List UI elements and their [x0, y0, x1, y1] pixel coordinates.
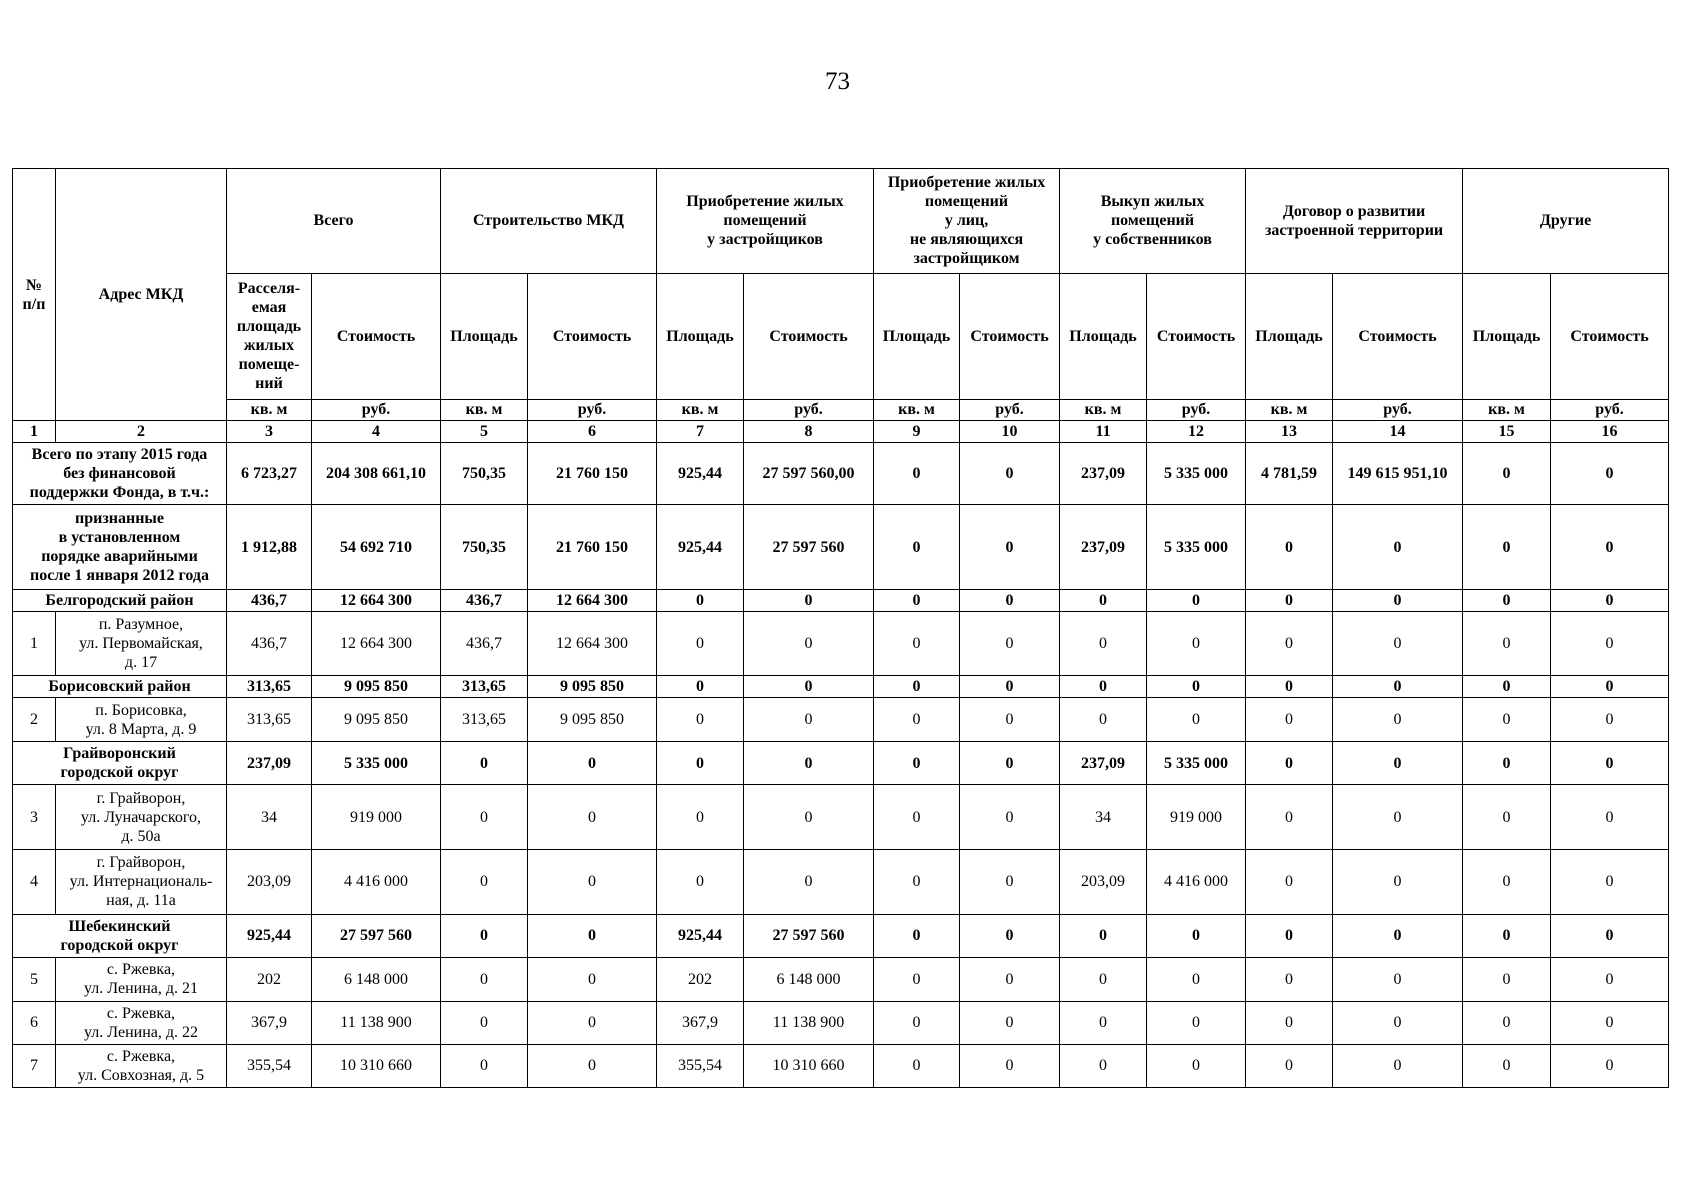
area-cell: 750,35: [441, 442, 528, 504]
area-cell: 0: [874, 1001, 960, 1044]
area-cell: 0: [874, 742, 960, 785]
row-address: п. Борисовка, ул. 8 Марта, д. 9: [56, 697, 227, 741]
area-cell: 237,09: [1060, 442, 1147, 504]
header-cost: Стоимость: [960, 273, 1060, 399]
column-number: 4: [312, 421, 441, 443]
area-cell: 0: [657, 590, 744, 612]
area-cell: 0: [1060, 590, 1147, 612]
cost-cell: 27 597 560,00: [744, 442, 874, 504]
cost-cell: 6 148 000: [744, 957, 874, 1001]
header-row-columns: [13, 273, 1669, 399]
area-cell: 0: [1060, 957, 1147, 1001]
header-cost: Стоимость: [1333, 273, 1463, 399]
header-area: Площадь: [657, 273, 744, 399]
area-cell: 0: [1246, 742, 1333, 785]
cost-cell: 0: [960, 590, 1060, 612]
unit-cost: руб.: [528, 399, 657, 421]
area-cell: 0: [1463, 914, 1551, 957]
area-cell: 313,65: [227, 676, 312, 698]
area-cell: 0: [874, 849, 960, 914]
cost-cell: 6 148 000: [312, 957, 441, 1001]
cost-cell: 919 000: [312, 785, 441, 850]
unit-area: кв. м: [874, 399, 960, 421]
header-row-numbers: [13, 421, 1669, 443]
cost-cell: 54 692 710: [312, 505, 441, 590]
unit-area: кв. м: [657, 399, 744, 421]
area-cell: 0: [874, 676, 960, 698]
cost-cell: 27 597 560: [744, 914, 874, 957]
area-cell: 0: [441, 742, 528, 785]
area-cell: 0: [1463, 785, 1551, 850]
area-cell: 436,7: [227, 590, 312, 612]
area-cell: 0: [1463, 442, 1551, 504]
cost-cell: 0: [1551, 676, 1669, 698]
area-cell: 0: [1463, 505, 1551, 590]
area-cell: 0: [441, 1001, 528, 1044]
cost-cell: 0: [1333, 1001, 1463, 1044]
cost-cell: 5 335 000: [1147, 505, 1246, 590]
area-cell: 925,44: [227, 914, 312, 957]
cost-cell: 204 308 661,10: [312, 442, 441, 504]
table-row: [13, 1044, 1669, 1087]
cost-cell: 0: [1333, 697, 1463, 741]
unit-cost: руб.: [1551, 399, 1669, 421]
column-number: 14: [1333, 421, 1463, 443]
header-cost: Стоимость: [1551, 273, 1669, 399]
cost-cell: 12 664 300: [528, 590, 657, 612]
cost-cell: 0: [1551, 611, 1669, 676]
cost-cell: 0: [744, 742, 874, 785]
column-number: 11: [1060, 421, 1147, 443]
cost-cell: 0: [528, 1044, 657, 1087]
row-number: 1: [13, 611, 56, 676]
unit-cost: руб.: [312, 399, 441, 421]
area-cell: 0: [874, 611, 960, 676]
area-cell: 925,44: [657, 505, 744, 590]
header-num: № п/п: [13, 169, 56, 421]
area-cell: 203,09: [227, 849, 312, 914]
unit-cost: руб.: [744, 399, 874, 421]
area-cell: 0: [1060, 676, 1147, 698]
area-cell: 0: [1463, 590, 1551, 612]
area-cell: 0: [1246, 590, 1333, 612]
cost-cell: 0: [960, 611, 1060, 676]
area-cell: 0: [1246, 957, 1333, 1001]
cost-cell: 5 335 000: [312, 742, 441, 785]
area-cell: 0: [441, 914, 528, 957]
row-label: Борисовский район: [13, 676, 227, 698]
table-row: [13, 611, 1669, 676]
cost-cell: 0: [528, 1001, 657, 1044]
area-cell: 0: [657, 849, 744, 914]
cost-cell: 12 664 300: [528, 611, 657, 676]
cost-cell: 149 615 951,10: [1333, 442, 1463, 504]
cost-cell: 0: [1147, 611, 1246, 676]
cost-cell: 27 597 560: [312, 914, 441, 957]
column-number: 8: [744, 421, 874, 443]
cost-cell: 0: [1333, 590, 1463, 612]
area-cell: 202: [657, 957, 744, 1001]
column-number: 10: [960, 421, 1060, 443]
area-cell: 436,7: [227, 611, 312, 676]
column-number: 2: [56, 421, 227, 443]
row-address: с. Ржевка, ул. Ленина, д. 22: [56, 1001, 227, 1044]
column-number: 5: [441, 421, 528, 443]
area-cell: 0: [1060, 697, 1147, 741]
cost-cell: 0: [744, 785, 874, 850]
cost-cell: 12 664 300: [312, 590, 441, 612]
cost-cell: 0: [1147, 957, 1246, 1001]
district-row: [13, 914, 1669, 957]
area-cell: 355,54: [227, 1044, 312, 1087]
table-row: [13, 785, 1669, 850]
header-area: Расселя- емая площадь жилых помеще- ний: [227, 273, 312, 399]
cost-cell: 0: [744, 590, 874, 612]
area-cell: 0: [441, 849, 528, 914]
cost-cell: 0: [528, 957, 657, 1001]
total-row: [13, 505, 1669, 590]
cost-cell: 0: [1551, 442, 1669, 504]
area-cell: 0: [441, 1044, 528, 1087]
cost-cell: 4 416 000: [312, 849, 441, 914]
area-cell: 0: [1463, 1044, 1551, 1087]
area-cell: 237,09: [227, 742, 312, 785]
area-cell: 0: [1246, 849, 1333, 914]
cost-cell: 0: [960, 914, 1060, 957]
unit-cost: руб.: [1147, 399, 1246, 421]
row-number: 4: [13, 849, 56, 914]
cost-cell: 0: [1551, 1001, 1669, 1044]
area-cell: 202: [227, 957, 312, 1001]
header-group: Выкуп жилых помещений у собственников: [1060, 169, 1246, 274]
cost-cell: 11 138 900: [312, 1001, 441, 1044]
column-number: 9: [874, 421, 960, 443]
header-group: Строительство МКД: [441, 169, 657, 274]
area-cell: 0: [1463, 697, 1551, 741]
unit-area: кв. м: [1060, 399, 1147, 421]
header-row-units: [13, 399, 1669, 421]
cost-cell: 0: [1147, 697, 1246, 741]
table-row: [13, 697, 1669, 741]
cost-cell: 11 138 900: [744, 1001, 874, 1044]
row-number: 5: [13, 957, 56, 1001]
unit-area: кв. м: [1463, 399, 1551, 421]
column-number: 16: [1551, 421, 1669, 443]
header-group: Приобретение жилых помещений у лиц, не являющихся застройщиком: [874, 169, 1060, 274]
header-group: Приобретение жилых помещений у застройщиков: [657, 169, 874, 274]
area-cell: 0: [657, 742, 744, 785]
cost-cell: 0: [1551, 505, 1669, 590]
area-cell: 925,44: [657, 442, 744, 504]
cost-cell: 0: [528, 849, 657, 914]
area-cell: 0: [657, 785, 744, 850]
column-number: 13: [1246, 421, 1333, 443]
cost-cell: 0: [1551, 914, 1669, 957]
column-number: 3: [227, 421, 312, 443]
area-cell: 0: [1246, 697, 1333, 741]
area-cell: 0: [1463, 849, 1551, 914]
row-number: 2: [13, 697, 56, 741]
area-cell: 436,7: [441, 611, 528, 676]
table-row: [13, 1001, 1669, 1044]
unit-cost: руб.: [1333, 399, 1463, 421]
row-address: п. Разумное, ул. Первомайская, д. 17: [56, 611, 227, 676]
header-group: Другие: [1463, 169, 1669, 274]
cost-cell: 0: [1551, 957, 1669, 1001]
cost-cell: 9 095 850: [312, 676, 441, 698]
row-label: Грайворонский городской округ: [13, 742, 227, 785]
cost-cell: 0: [1333, 849, 1463, 914]
cost-cell: 0: [960, 676, 1060, 698]
cost-cell: 0: [1551, 785, 1669, 850]
area-cell: 0: [874, 785, 960, 850]
header-cost: Стоимость: [312, 273, 441, 399]
page-number: 73: [825, 68, 850, 95]
cost-cell: 10 310 660: [744, 1044, 874, 1087]
cost-cell: 0: [1551, 697, 1669, 741]
cost-cell: 0: [744, 676, 874, 698]
cost-cell: 0: [1333, 914, 1463, 957]
area-cell: 313,65: [441, 676, 528, 698]
cost-cell: 0: [1551, 590, 1669, 612]
column-number: 15: [1463, 421, 1551, 443]
area-cell: 0: [1246, 1001, 1333, 1044]
row-number: 7: [13, 1044, 56, 1087]
area-cell: 750,35: [441, 505, 528, 590]
area-cell: 0: [657, 611, 744, 676]
resettlement-table: [12, 168, 1669, 1088]
cost-cell: 0: [744, 611, 874, 676]
header-area: Площадь: [1246, 273, 1333, 399]
area-cell: 0: [1060, 611, 1147, 676]
area-cell: 0: [874, 957, 960, 1001]
cost-cell: 5 335 000: [1147, 742, 1246, 785]
unit-area: кв. м: [441, 399, 528, 421]
row-number: 6: [13, 1001, 56, 1044]
area-cell: 0: [1463, 957, 1551, 1001]
header-row-groups: [13, 169, 1669, 274]
area-cell: 367,9: [227, 1001, 312, 1044]
cost-cell: 0: [960, 505, 1060, 590]
area-cell: 237,09: [1060, 742, 1147, 785]
cost-cell: 27 597 560: [744, 505, 874, 590]
cost-cell: 0: [960, 697, 1060, 741]
area-cell: 367,9: [657, 1001, 744, 1044]
cost-cell: 0: [1333, 742, 1463, 785]
cost-cell: 0: [1147, 676, 1246, 698]
area-cell: 313,65: [441, 697, 528, 741]
area-cell: 0: [441, 957, 528, 1001]
cost-cell: 0: [1333, 676, 1463, 698]
column-number: 6: [528, 421, 657, 443]
cost-cell: 0: [960, 442, 1060, 504]
cost-cell: 12 664 300: [312, 611, 441, 676]
cost-cell: 0: [960, 849, 1060, 914]
cost-cell: 9 095 850: [528, 676, 657, 698]
header-area: Площадь: [874, 273, 960, 399]
area-cell: 1 912,88: [227, 505, 312, 590]
cost-cell: 0: [528, 742, 657, 785]
cost-cell: 0: [1333, 957, 1463, 1001]
row-address: с. Ржевка, ул. Совхозная, д. 5: [56, 1044, 227, 1087]
area-cell: 0: [1060, 1001, 1147, 1044]
area-cell: 0: [1463, 1001, 1551, 1044]
cost-cell: 0: [960, 1001, 1060, 1044]
cost-cell: 919 000: [1147, 785, 1246, 850]
cost-cell: 0: [1551, 849, 1669, 914]
cost-cell: 5 335 000: [1147, 442, 1246, 504]
district-row: [13, 742, 1669, 785]
header-cost: Стоимость: [744, 273, 874, 399]
area-cell: 0: [1246, 914, 1333, 957]
cost-cell: 0: [960, 785, 1060, 850]
cost-cell: 21 760 150: [528, 505, 657, 590]
table-row: [13, 957, 1669, 1001]
area-cell: 0: [1246, 505, 1333, 590]
district-row: [13, 590, 1669, 612]
cost-cell: 0: [1147, 590, 1246, 612]
cost-cell: 0: [1147, 914, 1246, 957]
cost-cell: 0: [1147, 1044, 1246, 1087]
area-cell: 34: [1060, 785, 1147, 850]
header-area: Площадь: [1463, 273, 1551, 399]
cost-cell: 0: [1333, 505, 1463, 590]
cost-cell: 0: [1333, 785, 1463, 850]
row-label: Белгородский район: [13, 590, 227, 612]
area-cell: 203,09: [1060, 849, 1147, 914]
cost-cell: 9 095 850: [528, 697, 657, 741]
area-cell: 0: [874, 1044, 960, 1087]
area-cell: 0: [1060, 914, 1147, 957]
unit-area: кв. м: [1246, 399, 1333, 421]
total-row: [13, 442, 1669, 504]
header-group: Всего: [227, 169, 441, 274]
cost-cell: 0: [960, 1044, 1060, 1087]
area-cell: 0: [1060, 1044, 1147, 1087]
cost-cell: 0: [1551, 1044, 1669, 1087]
area-cell: 34: [227, 785, 312, 850]
cost-cell: 0: [1147, 1001, 1246, 1044]
area-cell: 0: [874, 697, 960, 741]
area-cell: 6 723,27: [227, 442, 312, 504]
header-address: Адрес МКД: [56, 169, 227, 421]
header-group: Договор о развитии застроенной территории: [1246, 169, 1463, 274]
cost-cell: 0: [744, 849, 874, 914]
cost-cell: 0: [1551, 742, 1669, 785]
row-label: Всего по этапу 2015 года без финансовой поддержки Фонда, в т.ч.:: [13, 442, 227, 504]
cost-cell: 10 310 660: [312, 1044, 441, 1087]
row-address: г. Грайворон, ул. Луначарского, д. 50а: [56, 785, 227, 850]
cost-cell: 0: [960, 957, 1060, 1001]
area-cell: 0: [1463, 742, 1551, 785]
area-cell: 0: [1246, 785, 1333, 850]
unit-cost: руб.: [960, 399, 1060, 421]
unit-area: кв. м: [227, 399, 312, 421]
cost-cell: 9 095 850: [312, 697, 441, 741]
row-label: Шебекинский городской округ: [13, 914, 227, 957]
cost-cell: 0: [528, 914, 657, 957]
cost-cell: 0: [1333, 1044, 1463, 1087]
row-label: признанные в установленном порядке аварийными после 1 января 2012 года: [13, 505, 227, 590]
area-cell: 355,54: [657, 1044, 744, 1087]
area-cell: 0: [1246, 1044, 1333, 1087]
area-cell: 0: [657, 697, 744, 741]
area-cell: 313,65: [227, 697, 312, 741]
area-cell: 925,44: [657, 914, 744, 957]
header-area: Площадь: [1060, 273, 1147, 399]
area-cell: 0: [1246, 611, 1333, 676]
cost-cell: 0: [1333, 611, 1463, 676]
cost-cell: 21 760 150: [528, 442, 657, 504]
column-number: 1: [13, 421, 56, 443]
area-cell: 0: [657, 676, 744, 698]
cost-cell: 0: [744, 697, 874, 741]
column-number: 12: [1147, 421, 1246, 443]
area-cell: 0: [874, 505, 960, 590]
area-cell: 0: [1246, 676, 1333, 698]
area-cell: 0: [1463, 676, 1551, 698]
area-cell: 237,09: [1060, 505, 1147, 590]
area-cell: 0: [874, 914, 960, 957]
header-cost: Стоимость: [1147, 273, 1246, 399]
area-cell: 0: [1463, 611, 1551, 676]
area-cell: 4 781,59: [1246, 442, 1333, 504]
cost-cell: 0: [528, 785, 657, 850]
row-number: 3: [13, 785, 56, 850]
district-row: [13, 676, 1669, 698]
row-address: с. Ржевка, ул. Ленина, д. 21: [56, 957, 227, 1001]
cost-cell: 0: [960, 742, 1060, 785]
column-number: 7: [657, 421, 744, 443]
row-address: г. Грайворон, ул. Интернациональ- ная, д. 11а: [56, 849, 227, 914]
header-area: Площадь: [441, 273, 528, 399]
area-cell: 0: [441, 785, 528, 850]
header-cost: Стоимость: [528, 273, 657, 399]
area-cell: 436,7: [441, 590, 528, 612]
table-row: [13, 849, 1669, 914]
area-cell: 0: [874, 442, 960, 504]
area-cell: 0: [874, 590, 960, 612]
cost-cell: 4 416 000: [1147, 849, 1246, 914]
